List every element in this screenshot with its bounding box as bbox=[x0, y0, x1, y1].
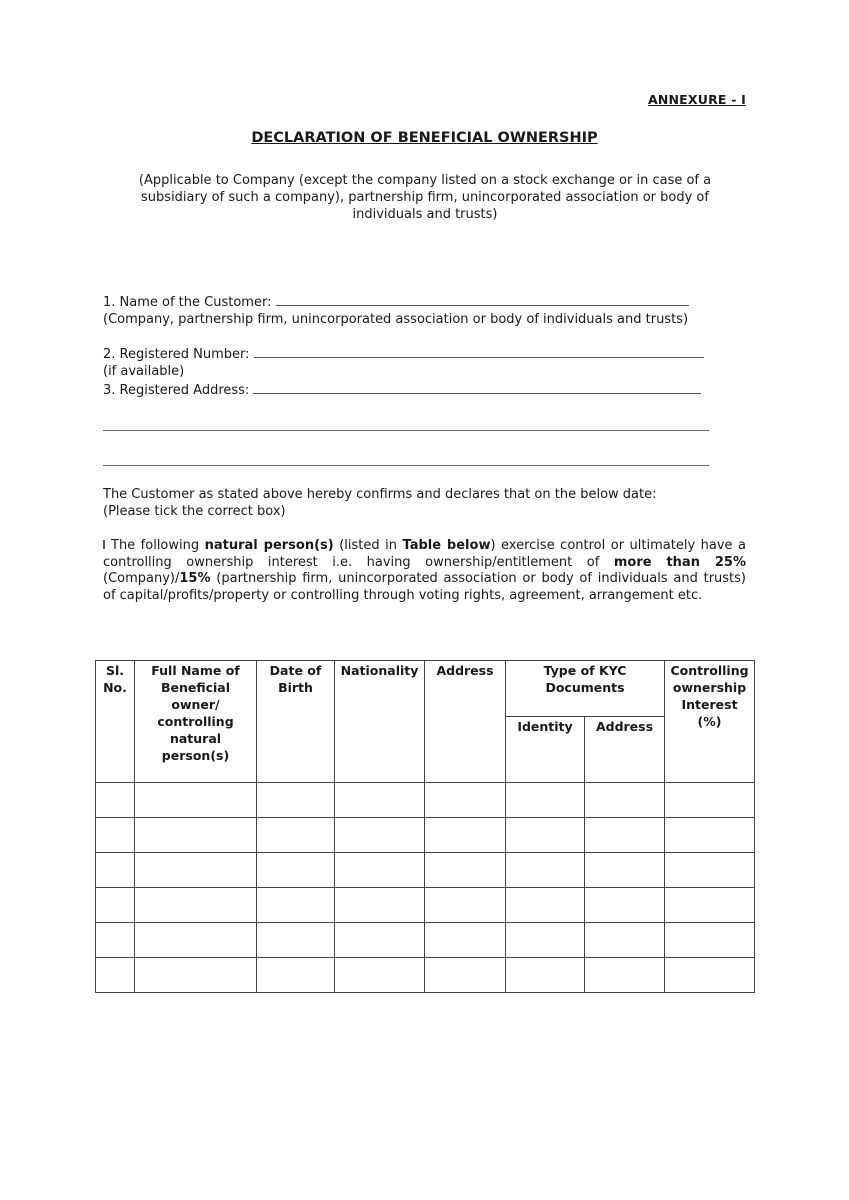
cell-sl-no[interactable] bbox=[96, 783, 135, 818]
cell-address[interactable] bbox=[425, 888, 506, 923]
option-emphasis: natural person(s) bbox=[204, 538, 334, 553]
header-controlling-interest: Controlling ownership Interest (%) bbox=[665, 661, 755, 783]
cell-controlling-interest[interactable] bbox=[665, 818, 755, 853]
registered-address-line-2[interactable] bbox=[103, 430, 709, 431]
cell-nationality[interactable] bbox=[335, 888, 425, 923]
cell-nationality[interactable] bbox=[335, 958, 425, 993]
header-sl-no: Sl. No. bbox=[96, 661, 135, 783]
header-kyc-address: Address bbox=[585, 717, 665, 783]
cell-sl-no[interactable] bbox=[96, 923, 135, 958]
header-nationality: Nationality bbox=[335, 661, 425, 783]
registered-number-field[interactable] bbox=[254, 345, 704, 358]
cell-sl-no[interactable] bbox=[96, 818, 135, 853]
customer-name-label: 1. Name of the Customer: bbox=[103, 295, 272, 310]
registered-number-note: (if available) bbox=[103, 364, 185, 379]
option-text: ) exercise control or ultimately have a controlling ownership interest i.e. having ownership/entitlement of bbox=[103, 538, 746, 570]
registered-address-label: 3. Registered Address: bbox=[103, 383, 250, 398]
customer-name-row bbox=[103, 293, 689, 311]
option-text: (Company)/ bbox=[103, 571, 180, 586]
cell-full-name[interactable] bbox=[135, 853, 257, 888]
cell-sl-no[interactable] bbox=[96, 853, 135, 888]
option-emphasis: more than 25% bbox=[613, 554, 746, 570]
cell-nationality[interactable] bbox=[335, 923, 425, 958]
cell-dob[interactable] bbox=[257, 958, 335, 993]
table-row bbox=[96, 888, 755, 923]
cell-dob[interactable] bbox=[257, 818, 335, 853]
cell-dob[interactable] bbox=[257, 888, 335, 923]
cell-full-name[interactable] bbox=[135, 923, 257, 958]
cell-sl-no[interactable] bbox=[96, 958, 135, 993]
cell-kyc-identity[interactable] bbox=[506, 818, 585, 853]
registered-number-row bbox=[103, 345, 704, 363]
header-kyc-identity: Identity bbox=[506, 717, 585, 783]
cell-kyc-address[interactable] bbox=[585, 888, 665, 923]
table-row bbox=[96, 783, 755, 818]
registered-address-field[interactable] bbox=[253, 381, 701, 394]
cell-kyc-address[interactable] bbox=[585, 853, 665, 888]
cell-dob[interactable] bbox=[257, 853, 335, 888]
declaration-option-1 bbox=[103, 538, 746, 604]
cell-kyc-address[interactable] bbox=[585, 923, 665, 958]
customer-name-field[interactable] bbox=[276, 293, 689, 306]
cell-kyc-address[interactable] bbox=[585, 818, 665, 853]
cell-kyc-identity[interactable] bbox=[506, 783, 585, 818]
header-full-name: Full Name of Beneficial owner/ controlling natural person(s) bbox=[135, 661, 257, 783]
registered-address-row bbox=[103, 381, 701, 399]
cell-nationality[interactable] bbox=[335, 853, 425, 888]
cell-controlling-interest[interactable] bbox=[665, 888, 755, 923]
cell-kyc-address[interactable] bbox=[585, 958, 665, 993]
page-title: DECLARATION OF BENEFICIAL OWNERSHIP bbox=[251, 130, 598, 146]
declaration-intro: The Customer as stated above hereby confirms and declares that on the below date: bbox=[103, 487, 657, 502]
declaration-instruction: (Please tick the correct box) bbox=[103, 504, 286, 519]
option-text: The following bbox=[111, 538, 205, 553]
cell-kyc-identity[interactable] bbox=[506, 958, 585, 993]
cell-controlling-interest[interactable] bbox=[665, 853, 755, 888]
annexure-label: ANNEXURE - I bbox=[647, 92, 746, 107]
option-text: (partnership firm, unincorporated association or body of individuals and trusts) of capital/profits/property or controlling through voting rights, agreement, arrangement etc. bbox=[103, 571, 746, 603]
header-address: Address bbox=[425, 661, 506, 783]
cell-address[interactable] bbox=[425, 783, 506, 818]
registered-address-line-3[interactable] bbox=[103, 465, 709, 466]
table-row bbox=[96, 958, 755, 993]
beneficial-owners-table bbox=[95, 660, 755, 993]
option-text: (listed in bbox=[333, 538, 403, 553]
table-row bbox=[96, 923, 755, 958]
cell-full-name[interactable] bbox=[135, 783, 257, 818]
cell-nationality[interactable] bbox=[335, 818, 425, 853]
cell-kyc-identity[interactable] bbox=[506, 923, 585, 958]
option-emphasis: 15% bbox=[179, 571, 211, 586]
table-row bbox=[96, 818, 755, 853]
customer-name-note: (Company, partnership firm, unincorporated association or body of individuals and trusts) bbox=[103, 312, 689, 327]
tick-checkbox[interactable] bbox=[103, 540, 105, 549]
cell-address[interactable] bbox=[425, 818, 506, 853]
registered-number-label: 2. Registered Number: bbox=[103, 347, 250, 362]
cell-dob[interactable] bbox=[257, 783, 335, 818]
cell-kyc-address[interactable] bbox=[585, 783, 665, 818]
cell-kyc-identity[interactable] bbox=[506, 888, 585, 923]
cell-full-name[interactable] bbox=[135, 958, 257, 993]
header-kyc-documents: Type of KYC Documents bbox=[506, 661, 665, 717]
cell-controlling-interest[interactable] bbox=[665, 783, 755, 818]
cell-kyc-identity[interactable] bbox=[506, 853, 585, 888]
cell-sl-no[interactable] bbox=[96, 888, 135, 923]
option-emphasis: Table below bbox=[402, 538, 491, 553]
cell-address[interactable] bbox=[425, 853, 506, 888]
applicability-note: (Applicable to Company (except the company listed on a stock exchange or in case of a subsidiary of such a company), partnership firm, unincorporated association or body of individuals and trusts) bbox=[138, 173, 712, 222]
header-dob: Date of Birth bbox=[257, 661, 335, 783]
cell-address[interactable] bbox=[425, 923, 506, 958]
cell-controlling-interest[interactable] bbox=[665, 958, 755, 993]
cell-full-name[interactable] bbox=[135, 818, 257, 853]
table-row bbox=[96, 853, 755, 888]
cell-address[interactable] bbox=[425, 958, 506, 993]
cell-controlling-interest[interactable] bbox=[665, 923, 755, 958]
cell-dob[interactable] bbox=[257, 923, 335, 958]
cell-full-name[interactable] bbox=[135, 888, 257, 923]
cell-nationality[interactable] bbox=[335, 783, 425, 818]
